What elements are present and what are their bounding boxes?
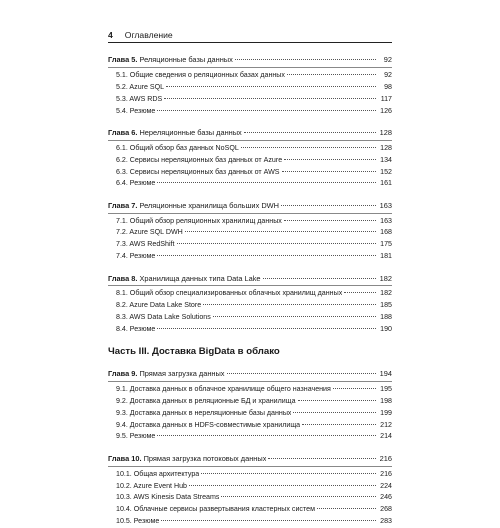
toc-section-title: 10.1. Общая архитектура	[116, 469, 200, 478]
dot-leader	[268, 458, 376, 459]
toc-page-number: 128	[379, 127, 392, 137]
dot-leader	[161, 520, 376, 521]
toc-section-entry[interactable]	[108, 492, 392, 504]
dot-leader	[227, 373, 376, 374]
toc-chapter-name: Прямая загрузка потоковых данных	[141, 453, 267, 463]
toc-section-title: 6.4. Резюме	[116, 179, 156, 188]
page-number: 4	[108, 30, 113, 40]
toc-chapter-number: Глава 6.	[108, 127, 138, 137]
toc-page-number: 98	[384, 82, 392, 91]
toc-section-entry[interactable]	[108, 288, 392, 300]
chapter-divider	[108, 381, 392, 382]
toc-page-number: 134	[380, 155, 392, 164]
toc-page-number: 214	[380, 432, 392, 441]
chapter-divider	[108, 213, 392, 214]
toc-section-title: 9.1. Доставка данных в облачное хранилище общего назначения	[116, 384, 331, 393]
toc-page-number: 185	[380, 301, 392, 310]
dot-leader	[166, 86, 376, 87]
dot-leader	[293, 412, 376, 413]
dot-leader	[164, 98, 376, 99]
toc-section-title: 6.1. Общий обзор баз данных NoSQL	[116, 143, 239, 152]
toc-chapter	[108, 273, 392, 336]
chapter-divider	[108, 285, 392, 286]
toc-chapter-number: Глава 9.	[108, 368, 138, 378]
toc-section-title: 8.1. Общий обзор специализированных облачных хранилищ данных	[116, 289, 343, 298]
toc-chapter	[108, 368, 392, 443]
toc-section-entry[interactable]	[108, 469, 392, 481]
toc-chapter-entry[interactable]	[108, 127, 392, 139]
dot-leader	[298, 400, 376, 401]
toc-section-entry[interactable]	[108, 167, 392, 179]
toc-chapter	[108, 54, 392, 117]
toc-chapter	[108, 453, 392, 528]
toc-section-title: 7.3. AWS RedShift	[116, 240, 175, 249]
toc-section-title: 5.1. Общие сведения о реляционных базах данных	[116, 70, 285, 79]
toc-chapter-title	[108, 127, 242, 139]
toc-section-entry[interactable]	[108, 70, 392, 82]
toc-chapter-title	[108, 273, 261, 285]
dot-leader	[317, 508, 376, 509]
running-title: Оглавление	[124, 30, 173, 40]
toc-section-entry[interactable]	[108, 431, 392, 443]
dot-leader	[185, 231, 376, 232]
toc-chapter	[108, 127, 392, 190]
dot-leader	[189, 485, 376, 486]
dot-leader	[263, 278, 376, 279]
toc-chapter-number: Глава 7.	[108, 200, 138, 210]
toc-chapter-name: Реляционные хранилища больших DWH	[137, 200, 279, 210]
toc-section-entry[interactable]	[108, 227, 392, 239]
dot-leader	[157, 435, 376, 436]
toc-page-number: 224	[380, 481, 392, 490]
toc-section-title: 9.4. Доставка данных в HDFS-совместимые хранилища	[116, 420, 301, 429]
toc-page-number: 216	[380, 469, 392, 478]
toc-chapter-name: Реляционные базы данных	[137, 55, 233, 64]
toc-section-title: 8.4. Резюме	[116, 325, 156, 334]
toc-page-number: 199	[380, 408, 392, 417]
toc-section-title: 7.1. Общий обзор реляционных хранилищ данных	[116, 216, 282, 225]
toc-page-number: 216	[379, 453, 392, 463]
toc-section-entry[interactable]	[108, 106, 392, 118]
toc-page-number: 175	[380, 240, 392, 249]
dot-leader	[282, 171, 376, 172]
toc-page-number: 92	[384, 70, 392, 79]
toc-page-number: 128	[380, 143, 392, 152]
toc-section-title: 6.3. Сервисы нереляционных баз данных от AWS	[116, 167, 280, 176]
toc-chapter-entry[interactable]	[108, 273, 392, 285]
dot-leader	[235, 59, 376, 60]
toc-section-title: 6.2. Сервисы нереляционных баз данных от Azure	[116, 155, 283, 164]
toc-section-entry[interactable]	[108, 178, 392, 190]
toc-section-title: 10.4. Облачные сервисы развертывания кластерных систем	[116, 505, 315, 514]
toc-page-number: 182	[380, 289, 392, 298]
toc-page-number: 163	[380, 216, 392, 225]
toc-page-number: 212	[380, 420, 392, 429]
toc-page-number: 163	[379, 200, 392, 210]
toc-page-number: 161	[380, 179, 392, 188]
toc-chapter-name: Прямая загрузка данных	[137, 368, 225, 378]
toc-page-number: 168	[380, 228, 392, 237]
toc-page-number: 117	[380, 94, 392, 103]
toc-page-number: 246	[380, 493, 392, 502]
toc-chapter-number: Глава 10.	[108, 453, 142, 463]
toc-chapter-entry[interactable]	[108, 200, 392, 212]
toc-section-entry[interactable]	[108, 300, 392, 312]
dot-leader	[203, 304, 376, 305]
dot-leader	[177, 243, 377, 244]
toc-chapter-number: Глава 8.	[108, 273, 138, 283]
dot-leader	[244, 132, 376, 133]
toc-chapter-name: Хранилища данных типа Data Lake	[137, 273, 261, 283]
dot-leader	[344, 292, 376, 293]
part-title: Часть III. Доставка BigData в облако	[108, 345, 280, 357]
page-header	[108, 30, 392, 43]
toc-chapter	[108, 200, 392, 263]
toc-section-title: 10.3. AWS Kinesis Data Streams	[116, 493, 220, 502]
toc-section-title: 9.3. Доставка данных в нереляционные базы данных	[116, 408, 292, 417]
toc-chapter-entry[interactable]	[108, 368, 392, 380]
toc-section-title: 10.2. Azure Event Hub	[116, 481, 187, 490]
dot-leader	[201, 473, 376, 474]
toc-section-title: 7.4. Резюме	[116, 252, 156, 261]
toc-page-number: 152	[380, 167, 392, 176]
toc-chapter-title	[108, 54, 233, 66]
toc-page-number: 194	[379, 368, 392, 378]
toc-section-entry[interactable]	[108, 516, 392, 528]
dot-leader	[157, 110, 376, 111]
toc-chapter-entry[interactable]	[108, 54, 392, 66]
dot-leader	[157, 255, 376, 256]
toc-section-entry[interactable]	[108, 239, 392, 251]
toc-section-entry[interactable]	[108, 155, 392, 167]
toc-chapter-entry[interactable]	[108, 453, 392, 465]
toc-section-title: 8.2. Azure Data Lake Store	[116, 301, 202, 310]
dot-leader	[287, 74, 376, 75]
toc-section-entry[interactable]	[108, 420, 392, 432]
toc-chapter-title	[108, 453, 266, 465]
chapter-divider	[108, 67, 392, 68]
toc-page-number: 126	[380, 106, 392, 115]
toc-chapters-part-2	[108, 54, 392, 336]
toc-section-entry[interactable]	[108, 481, 392, 493]
dot-leader	[284, 220, 376, 221]
toc-page-number: 268	[380, 505, 392, 514]
toc-section-entry[interactable]	[108, 143, 392, 155]
toc-chapters-part-3	[108, 368, 392, 528]
dot-leader	[221, 496, 376, 497]
toc-section-title: 5.2. Azure SQL	[116, 82, 165, 91]
toc-section-entry[interactable]	[108, 408, 392, 420]
toc-page-number: 190	[380, 325, 392, 334]
table-of-contents	[108, 54, 392, 528]
toc-section-title: 7.2. Azure SQL DWH	[116, 228, 183, 237]
chapter-divider	[108, 140, 392, 141]
toc-section-entry[interactable]	[108, 504, 392, 516]
toc-chapter-number: Глава 5.	[108, 55, 138, 64]
toc-chapter-title	[108, 368, 225, 380]
toc-section-title: 8.3. AWS Data Lake Solutions	[116, 313, 211, 322]
toc-chapter-title	[108, 200, 279, 212]
toc-section-entry[interactable]	[108, 396, 392, 408]
toc-section-entry[interactable]	[108, 324, 392, 336]
toc-section-entry[interactable]	[108, 216, 392, 228]
dot-leader	[281, 205, 376, 206]
toc-page-number: 188	[380, 313, 392, 322]
dot-leader	[333, 388, 376, 389]
toc-section-title: 5.4. Резюме	[116, 106, 156, 115]
toc-page-number: 92	[383, 55, 392, 64]
dot-leader	[302, 424, 376, 425]
toc-section-title: 9.5. Резюме	[116, 432, 156, 441]
toc-page-number: 198	[380, 396, 392, 405]
toc-section-entry[interactable]	[108, 312, 392, 324]
dot-leader	[157, 328, 376, 329]
toc-page-number: 181	[380, 252, 392, 261]
dot-leader	[241, 147, 376, 148]
toc-page-number: 182	[379, 273, 392, 283]
toc-section-entry[interactable]	[108, 94, 392, 106]
dot-leader	[157, 182, 376, 183]
toc-page-number: 283	[380, 517, 392, 526]
toc-chapter-name: Нереляционные базы данных	[137, 127, 242, 137]
toc-section-entry[interactable]	[108, 82, 392, 94]
chapter-divider	[108, 466, 392, 467]
toc-section-title: 9.2. Доставка данных в реляционные БД и хранилища	[116, 396, 296, 405]
dot-leader	[213, 316, 376, 317]
toc-section-title: 10.5. Резюме	[116, 517, 160, 526]
toc-page-number: 195	[380, 384, 392, 393]
dot-leader	[284, 159, 376, 160]
toc-section-entry[interactable]	[108, 251, 392, 263]
toc-section-entry[interactable]	[108, 384, 392, 396]
toc-section-title: 5.3. AWS RDS	[116, 94, 163, 103]
